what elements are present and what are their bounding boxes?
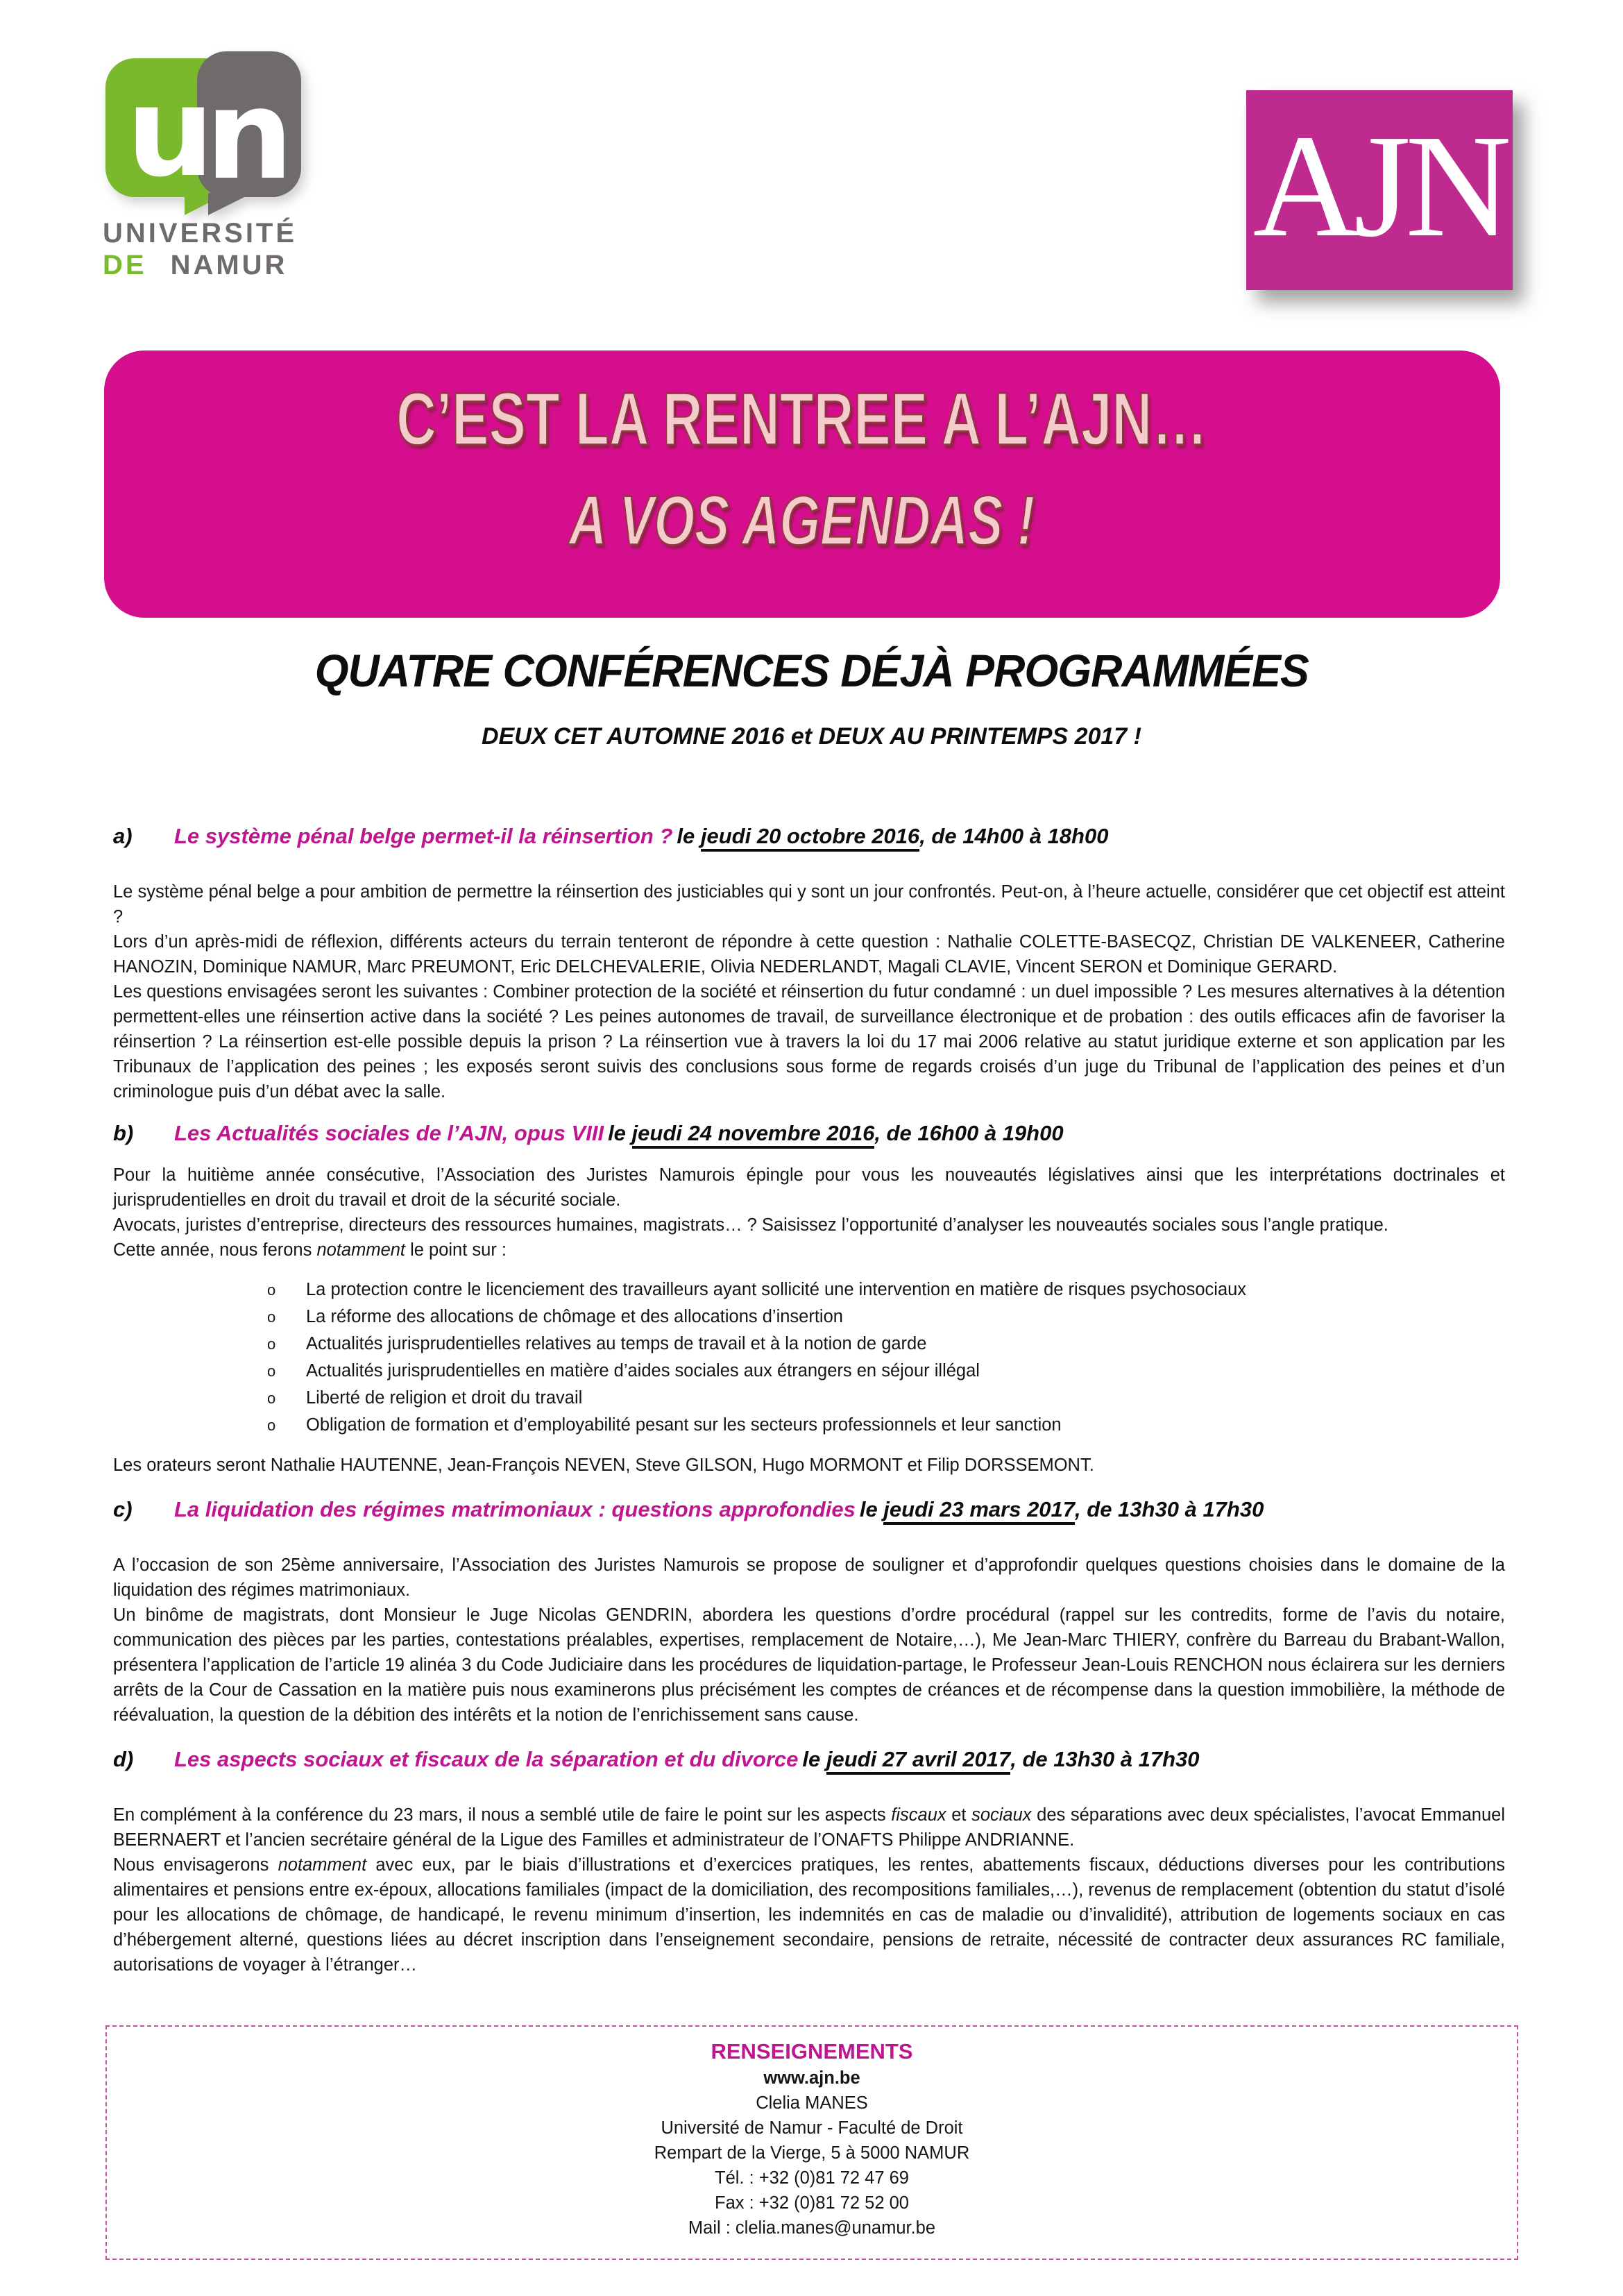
paragraph bbox=[113, 1238, 1505, 1263]
bullet-icon: o bbox=[267, 1390, 276, 1407]
bullet-icon: o bbox=[267, 1308, 276, 1326]
section-a bbox=[113, 822, 1505, 1104]
text-run: Nous envisagerons bbox=[113, 1855, 278, 1875]
date-suffix: , de 13h30 à 17h30 bbox=[1010, 1747, 1200, 1771]
list-item-text: Liberté de religion et droit du travail bbox=[306, 1388, 583, 1408]
ajn-logo bbox=[1246, 90, 1513, 290]
section-date bbox=[677, 824, 1108, 848]
headline: QUATRE CONFÉRENCES DÉJÀ PROGRAMMÉES bbox=[314, 645, 1309, 696]
paragraph bbox=[113, 1163, 1505, 1213]
contact-lines bbox=[107, 2066, 1517, 2240]
list-item bbox=[267, 1385, 1505, 1412]
paragraph bbox=[113, 1852, 1505, 1977]
date-underlined: jeudi 24 novembre 2016 bbox=[632, 1121, 875, 1149]
text-run: En complément à la conférence du 23 mars, il nous a semblé utile de faire le point sur les aspects bbox=[113, 1805, 892, 1825]
date-suffix: , de 13h30 à 17h30 bbox=[1075, 1497, 1264, 1521]
footer-line: Mail : clelia.manes@unamur.be bbox=[688, 2218, 936, 2238]
section-title: La liquidation des régimes matrimoniaux : questions approfondies bbox=[174, 1497, 856, 1521]
text-run: fiscaux bbox=[891, 1805, 946, 1825]
contact-box-title: RENSEIGNEMENTS bbox=[711, 2039, 913, 2063]
footer-line: Rempart de la Vierge, 5 à 5000 NAMUR bbox=[654, 2143, 970, 2163]
list-item-text: Obligation de formation et d’employabilité pesant sur les secteurs professionnels et leur sanction bbox=[306, 1415, 1062, 1435]
banner bbox=[104, 351, 1500, 618]
date-underlined: jeudi 23 mars 2017 bbox=[883, 1497, 1075, 1525]
text-run: et bbox=[946, 1805, 972, 1825]
paragraph bbox=[113, 879, 1505, 929]
section-label: d) bbox=[113, 1747, 134, 1771]
paragraph bbox=[113, 1213, 1505, 1238]
section-heading bbox=[113, 1120, 1505, 1147]
section-label: a) bbox=[113, 824, 133, 848]
date-suffix: , de 14h00 à 18h00 bbox=[919, 824, 1109, 848]
section-title: Les aspects sociaux et fiscaux de la séparation et du divorce bbox=[174, 1747, 799, 1771]
text-run: Lors d’un après-midi de réflexion, différents acteurs du terrain tenteront de répondre à cette question : Nathalie COLETTE-BASECQZ, Christian DE VALKENEER, Catherine HANOZIN, Dominique NAMUR, Marc PREUMONT, Eric DELCHEVALERIE, Olivia NEDERLANDT, Magali CLAVIE, Vincent SERON et Dominique GERARD. bbox=[113, 932, 1505, 977]
section-date bbox=[608, 1121, 1064, 1145]
date-suffix: , de 16h00 à 19h00 bbox=[874, 1121, 1064, 1145]
date-underlined: jeudi 27 avril 2017 bbox=[826, 1747, 1010, 1775]
svg-text:u: u bbox=[126, 60, 214, 204]
text-run: Cette année, nous ferons bbox=[113, 1240, 317, 1260]
section-heading bbox=[113, 1746, 1505, 1773]
text-run: notamment bbox=[278, 1855, 367, 1875]
paragraph bbox=[113, 929, 1505, 979]
unamur-wordmark-de: DE bbox=[103, 250, 147, 280]
banner-line2: A VOS AGENDAS ! bbox=[569, 480, 1035, 560]
unamur-logo-icon bbox=[103, 49, 311, 215]
text-run: Le système pénal belge a pour ambition de permettre la réinsertion des justiciables qui y sont un jour confrontés. Peut-on, à l’heure actuelle, considérer que cet objectif est atteint ? bbox=[113, 882, 1505, 927]
list-item-text: La protection contre le licenciement des travailleurs ayant sollicité une intervention en matière de risques psychosociaux bbox=[306, 1280, 1247, 1299]
footer-line: Fax : +32 (0)81 72 52 00 bbox=[715, 2193, 909, 2213]
speakers-line bbox=[113, 1453, 1505, 1478]
paragraph bbox=[113, 979, 1505, 1104]
text-run: Les orateurs seront Nathalie HAUTENNE, Jean-François NEVEN, Steve GILSON, Hugo MORMONT et Filip DORSSEMONT. bbox=[113, 1455, 1094, 1475]
unamur-wordmark-line1: UNIVERSITÉ bbox=[103, 218, 298, 248]
paragraph bbox=[113, 1553, 1505, 1603]
bullet-icon: o bbox=[267, 1281, 276, 1299]
list-item-text: Actualités jurisprudentielles en matière d’aides sociales aux étrangers en séjour illégal bbox=[306, 1361, 980, 1381]
list-item-text: Actualités jurisprudentielles relatives au temps de travail et à la notion de garde bbox=[306, 1334, 927, 1353]
date-prefix: le bbox=[677, 824, 701, 848]
paragraph bbox=[113, 1603, 1505, 1728]
section-label: c) bbox=[113, 1497, 133, 1521]
date-prefix: le bbox=[802, 1747, 826, 1771]
bullet-icon: o bbox=[267, 1362, 276, 1380]
list-item bbox=[267, 1276, 1505, 1303]
list-item bbox=[267, 1412, 1505, 1439]
text-run: des séparations avec deux spécialistes, l’avocat Emmanuel BEERNAERT et l’ancien secrétaire général de la Ligue des Familles et administrateur de l’ONAFTS Philippe ANDRIANNE. bbox=[113, 1805, 1505, 1850]
bullet-icon: o bbox=[267, 1417, 276, 1434]
text-run: Avocats, juristes d’entreprise, directeurs des ressources humaines, magistrats… ? Saisissez l’opportunité d’analyser les nouveautés sociales sous l’angle pratique. bbox=[113, 1215, 1388, 1235]
list-item bbox=[267, 1331, 1505, 1358]
website-line: www.ajn.be bbox=[763, 2068, 860, 2088]
list-item bbox=[267, 1303, 1505, 1331]
text-run: Pour la huitième année consécutive, l’Association des Juristes Namurois épingle pour vous les nouveautés législatives ainsi que les interprétations doctrinales et jurisprudentielles en droit du travail et droit de la sécurité sociale. bbox=[113, 1165, 1505, 1210]
unamur-wordmark-line2 bbox=[103, 251, 332, 279]
section-title: Les Actualités sociales de l’AJN, opus VIII bbox=[174, 1121, 604, 1145]
list-item-text: La réforme des allocations de chômage et des allocations d’insertion bbox=[306, 1307, 843, 1326]
paragraph bbox=[113, 1453, 1505, 1478]
text-run: A l’occasion de son 25ème anniversaire, l’Association des Juristes Namurois se propose de souligner et d’approfondir quelques questions choisies dans le domaine de la liquidation des régimes matrimoniaux. bbox=[113, 1555, 1505, 1600]
section-body bbox=[113, 1803, 1505, 1977]
section-heading bbox=[113, 1496, 1505, 1523]
bullet-icon: o bbox=[267, 1335, 276, 1353]
topics-list bbox=[267, 1276, 1505, 1439]
section-body bbox=[113, 1163, 1505, 1263]
text-run: avec eux, par le biais d’illustrations et d’exercices pratiques, les rentes, abattements fiscaux, déductions diverses pour les contributions alimentaires et pensions entre ex-époux, allocations familiales (impact de la domiciliation, des recompositions familiales,…), revenus de remplacement (obtention du statut d’isolé pour les allocations de chômage, de handicapé, le revenu minimum d’insertion, les indemnités en cas de maladie ou d’invalidité), attribution de logements sociaux en cas d’hébergement alterné, questions liées au décret inscription dans l’enseignement secondaire, pensions de retraite, nécessité de contracter deux assurances RC familiale, autorisations de voyager à l’étranger… bbox=[113, 1855, 1505, 1975]
section-b bbox=[113, 1120, 1505, 1478]
subheadline: DEUX CET AUTOMNE 2016 et DEUX AU PRINTEMPS 2017 ! bbox=[482, 723, 1141, 750]
section-label: b) bbox=[113, 1121, 134, 1145]
text-run: sociaux bbox=[971, 1805, 1032, 1825]
footer-line: Tél. : +32 (0)81 72 47 69 bbox=[715, 2168, 909, 2188]
text-run: Un binôme de magistrats, dont Monsieur le Juge Nicolas GENDRIN, abordera les questions d’ordre procédural (rappel sur les contredits, forme de l’avis du notaire, communication des pièces par les parties, contestations préalables, expertises, remplacement de Notaire,…), Me Jean-Marc THIERY, confrère du Barreau du Brabant-Wallon, présentera l’application de l’article 19 alinéa 3 du Code Judiciaire dans les procédures de liquidation-partage, le Professeur Jean-Louis RENCHON nous éclairera sur les derniers arrêts de la Cour de Cassation en la matière puis nous examinerons plus précisément les comptes de créances et de récompense dans la question immobilière, la méthode de réévaluation, la question de la débition des intérêts et la notion de l’enrichissement sans cause. bbox=[113, 1605, 1505, 1725]
section-d bbox=[113, 1746, 1505, 1977]
unamur-wordmark-namur: NAMUR bbox=[170, 250, 288, 280]
section-date bbox=[802, 1747, 1199, 1771]
ajn-logo-text: AJN bbox=[1252, 104, 1506, 267]
list-item bbox=[267, 1358, 1505, 1385]
contact-box bbox=[105, 2025, 1518, 2260]
footer-line: Université de Namur - Faculté de Droit bbox=[661, 2118, 963, 2138]
text-run: Les questions envisagées seront les suivantes : Combiner protection de la société et réinsertion du futur condamné : un duel impossible ? Les mesures alternatives à la détention permettent-elles une réinsertion active dans la société ? Les peines autonomes de travail, de surveillance électronique et de probation : des outils efficaces afin de favoriser la réinsertion ? La réinsertion est-elle possible depuis la prison ? La réinsertion vue à travers la loi du 17 mai 2006 relative au statut juridique externe et son application par les Tribunaux de l’application des peines ; les exposés seront suivis des conclusions sous forme de regards croisés d’un juge du Tribunal de l’application des peines et d’un criminologue puis d’un débat avec la salle. bbox=[113, 982, 1505, 1101]
conference-list bbox=[113, 822, 1505, 1977]
svg-text:n: n bbox=[205, 63, 294, 207]
section-c bbox=[113, 1496, 1505, 1728]
section-date bbox=[860, 1497, 1264, 1521]
text-run: notamment bbox=[316, 1240, 406, 1260]
section-title: Le système pénal belge permet-il la réinsertion ? bbox=[174, 824, 673, 848]
footer-line: Clelia MANES bbox=[756, 2093, 868, 2113]
date-underlined: jeudi 20 octobre 2016 bbox=[701, 824, 919, 852]
text-run: le point sur : bbox=[405, 1240, 507, 1260]
section-body bbox=[113, 879, 1505, 1104]
unamur-logo bbox=[103, 49, 332, 298]
section-body bbox=[113, 1553, 1505, 1728]
date-prefix: le bbox=[608, 1121, 632, 1145]
date-prefix: le bbox=[859, 1497, 884, 1521]
paragraph bbox=[113, 1803, 1505, 1852]
banner-line1: C’EST LA RENTREE A L’AJN… bbox=[396, 377, 1208, 462]
section-heading bbox=[113, 822, 1505, 850]
